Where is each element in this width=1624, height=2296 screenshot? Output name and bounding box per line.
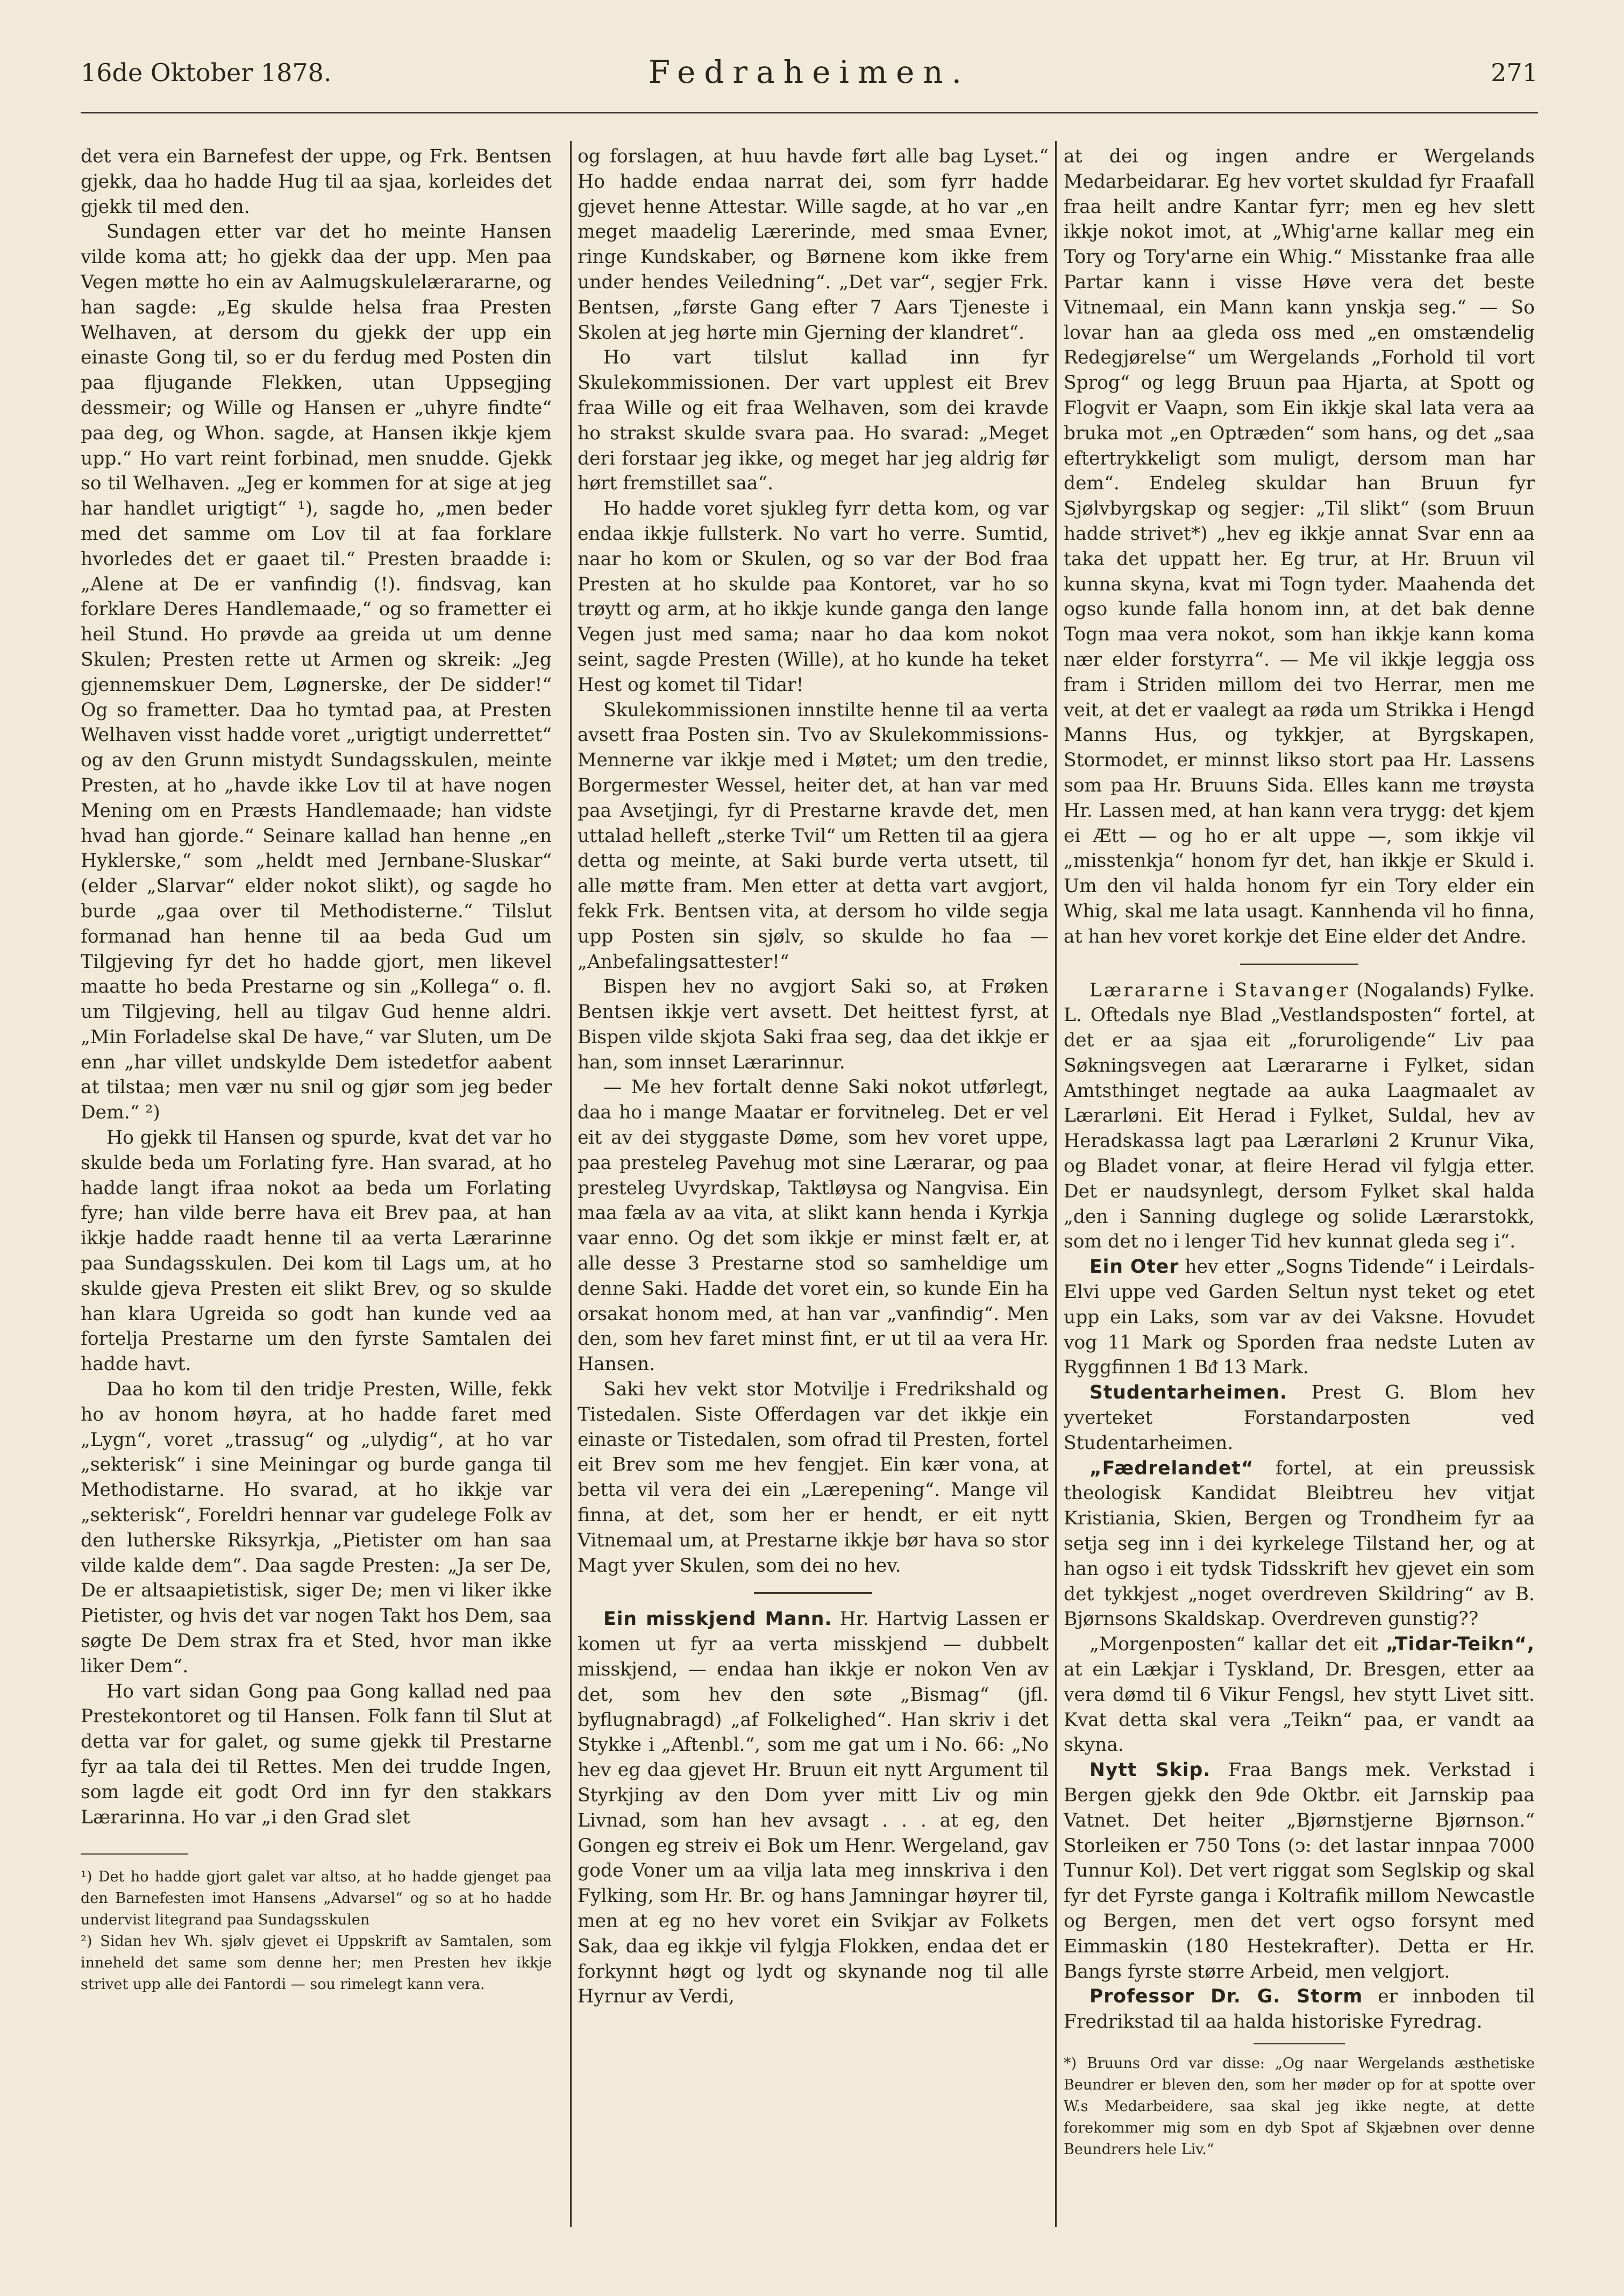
article-oter	[1064, 1254, 1535, 1380]
article-divider	[754, 1592, 872, 1594]
paragraph: — Me hev fortalt denne Saki nokot utførlegt, daa ho i mange Maatar er forvitneleg. Det er vel eit av dei styggaste Døme, som hev voret uppe, paa presteleg Pavehug mot sine Lærarar, og paa presteleg Uvyrdskap, Taktløysa og Nangvisa. Ein maa fæla av aa vita, at slikt kann henda i Kyrkja vaar enno. Og det som ikkje er minst fælt er, at alle desse 3 Prestarne stod so samheldige um denne Saki. Hadde det voret ein, so kunde Ein ha orsakat honom med, at han var „vanfindig“. Men den, som hev faret minst fint, er ut til aa vera Hr. Hansen.	[578, 1076, 1049, 1375]
column-rule-1	[570, 141, 572, 2227]
article-stavanger	[1064, 978, 1535, 1255]
paragraph: Saki hev vekt stor Motvilje i Fredrikshald og Tistedalen. Siste Offerdagen var det ikkje ein einaste or Tistedalen, som ofrad til Presten, fortel eit Brev som me hev fengjet. Ein kær vona, at betta vil vera dei ein „Lærepening“. Mange vil finna, at det, som her er hendt, er eit nytt Vitnemaal um, at Prestarne ikkje bør hava so stor Magt yver Skulen, som dei no hev.	[578, 1379, 1049, 1577]
column-rule-2	[1055, 141, 1057, 2227]
column-1	[81, 144, 552, 1995]
article-text: Fraa Bangs mek. Verkstad i Bergen gjekk den 9de Oktbr. eit Jarnskip paa Vatnet. Det heiter „Bjørnstjerne Bjørnson.“ Storleiken er 750 Tons (ↄ: det lastar innpaa 7000 Tunnur Kol). Det vert riggat som Seglskip og skal fyr det Fyrste ganga i Koltrafik millom Newcastle og Bergen, men det vert ogso forsynt med Eimmaskin (180 Hestekrafter). Detta er Hr. Bangs fyrste større Arbeid, men velgjort.	[1064, 1759, 1535, 1983]
article-lead: „Morgenposten“ kallar det eit	[1089, 1634, 1378, 1656]
column-2	[578, 144, 1049, 2009]
article-heading: Nytt Skip.	[1089, 1759, 1211, 1781]
issue-date: 16de Oktober 1878.	[81, 58, 332, 87]
footnotes	[81, 1866, 552, 1995]
paragraph: det vera ein Barnefest der uppe, og Frk. Bentsen gjekk, daa ho hadde Hug til aa sjaa, korleides det gjekk til med den.	[81, 146, 552, 218]
footnote-1: ¹) Det ho hadde gjort galet var altso, at ho hadde gjenget paa den Barnefesten imot Hansens „Advarsel“ og so at ho hadde undervist litegrand paa Sundagsskulen	[81, 1869, 552, 1929]
footnotes	[1064, 2053, 1535, 2160]
paragraph: Skulekommissionen innstilte henne til aa verta avsett fraa Posten sin. Tvo av Skulekommissions-Mennerne var ikkje med i Møtet; um den tredie, Borgermester Wessel, heiter det, at han var med paa Avsetjingi, fyr di Prestarne kravde det, men uttalad helleft „sterke Tvil“ um Retten til aa gjera detta og meinte, at Saki burde verta utsett, til alle møtte fram. Men etter at detta vart avgjort, fekk Frk. Bentsen vita, at dersom ho vilde segja upp Posten sin sjølv, so skulde ho faa — „Anbefalingsattester!“	[578, 699, 1049, 973]
page-number: 271	[1491, 58, 1538, 87]
paragraph: Bispen hev no avgjort Saki so, at Frøken Bentsen ikkje vert avsett. Det heittest fyrst, at Bispen vilde skjota Saki fraa seg, daa det ikkje er han, som innset Lærarinnur.	[578, 976, 1049, 1073]
footnote-rule	[81, 1853, 188, 1855]
article-divider	[1240, 964, 1358, 965]
article-tidar-teikn	[1064, 1632, 1535, 1758]
footnote-rule	[1253, 2043, 1345, 2044]
footnote-star: *) Bruuns Ord var disse: „Og naar Wergelands æsthetiske Beundrer er bleven den, som her møder op for at spotte over W.s Medarbeidere, saa skal jeg ikke negte, at dette forekommer mig som en dyb Spot af Skjæbnen over denne Beundrers hele Liv.“	[1064, 2055, 1535, 2158]
article-text: Hr. Hartvig Lassen er komen ut fyr aa verta misskjend — dubbelt misskjend, — endaa han ikkje er nokon Ven av det, som hev den søte „Bismag“ (jfl. byflugnabragd) „af Folkelighed“. Han skriv i det Stykke i „Aftenbl.“, som me gat um i No. 66: „No hev eg daa gjevet Hr. Bruun eit nytt Argument til Styrkjing av den Dom yver mitt Liv og min Livnad, som han hev avsagt . . . at eg, den Gongen eg streiv ei Bok um Henr. Wergeland, gav gode Voner um aa vilja lata meg innskriva i den Fylking, som Hr. Br. og hans Jamningar høyrer til, men at eg no hev voret ein Svikjar av Folkets Sak, daa eg ikkje vil fylgja Flokken, endaa det er forkynnt høgt og lydt og skynande nog til alle Hyrnur av Verdi,	[578, 1608, 1049, 2008]
article-faedrelandet	[1064, 1456, 1535, 1632]
article-heading: Ein misskjend Mann.	[603, 1608, 832, 1630]
paragraph: Ho hadde voret sjukleg fyrr detta kom, og var endaa ikkje fullsterk. No vart ho verre. Sumtid, naar ho kom or Skulen, og so var der Bod fraa Presten at ho skulde paa Kontoret, var ho so trøytt og arm, at ho ikkje kunde ganga den lange Vegen just med sama; naar ho daa kom nokot seint, sagde Presten (Wille), at ho kunde ha teket Hest og komet til Tidar!	[578, 498, 1049, 696]
article-nytt-skip	[1064, 1758, 1535, 1984]
header-rule	[81, 112, 1538, 113]
paragraph: Ho vart tilslut kallad inn fyr Skulekommissionen. Der vart upplest eit Brev fraa Wille og eit fraa Welhaven, som dei kravde ho strakst skulde svara paa. Ho svarad: „Meget deri forstaar jeg ikke, og meget har jeg aldrig før hørt fremstillet saa“.	[578, 347, 1049, 495]
article-text: hev etter „Sogns Tidende“ i Leirdals-Elvi uppe ved Garden Seltun nyst teket og etet upp ein Laks, som var av dei Vaksne. Hovudet vog 11 Mark og Sporden fraa nedste Luten av Ryggfinnen 1 Bᵭ 13 Mark.	[1064, 1256, 1535, 1379]
article-heading: Lærararne i Stavanger	[1089, 979, 1351, 1001]
article-storm	[1064, 1984, 1535, 2035]
footnote-2: ²) Sidan hev Wh. sjølv gjevet ei Uppskrift av Samtalen, som inneheld det same som denne her; men Presten hev ikkje strivet upp alle dei Fantordi — sou rimelegt kann vera.	[81, 1933, 552, 1993]
paragraph: Daa ho kom til den tridje Presten, Wille, fekk ho av honom høyra, at ho hadde faret med „Lygn“, voret „trassug“ og „ulydig“, at ho var „sekterisk“ i sine Meiningar og burde ganga til Methodistarne. Ho svarad, at ho ikkje var „sekterisk“, Foreldri hennar var gudelege Folk av den lutherske Riksyrkja, „Pietister om han saa vilde kalde dem“. Daa sagde Presten: „Ja ser De, De er altsaapietistisk, siger De; men vi liker ikke Pietister, og hvis det var nogen Takt hos Dem, saa søgte De Dem strax fra et Sted, hvor man ikke liker Dem“.	[81, 1379, 552, 1677]
paragraph: Ho gjekk til Hansen og spurde, kvat det var ho skulde beda um Forlating fyre. Han svarad, at ho hadde langt ifraa nokot aa beda um Forlating fyre; han vilde berre hava eit Brev paa, at han ikkje hadde raadt henne til aa verta Lærarinne paa Sundagsskulen. Dei kom til Lags um, at ho skulde gjeva Presten eit slikt Brev, og so skulde han klara Ugreida so godt han kunde ved aa fortelja Prestarne um den fyrste Samtalen dei hadde havt.	[81, 1127, 552, 1375]
newspaper-title: Fedraheimen.	[648, 54, 971, 90]
paragraph: Ho vart sidan Gong paa Gong kallad ned paa Prestekontoret og til Hansen. Folk fann til Slut at detta var for galet, og sume gjekk til Prestarne fyr aa tala dei til Rettes. Men dei trudde Ingen, som lagde eit godt Ord inn fyr den stakkars Lærarinna. Ho var „i den Grad slet	[81, 1680, 552, 1828]
article-text: (Nogalands) Fylke. L. Oftedals nye Blad „Vestlandsposten“ fortel, at det er aa sjaa eit „foruroligende“ Liv paa Søkningsvegen aat Lærararne i Fylket, sidan Amtsthinget negtade aa auka Laagmaalet av Lærarløni. Eit Herad i Fylket, Suldal, hev av Heradskassa lagt paa Lærarløni 2 Krunur Vika, og Bladet vonar, at fleire Herad vil fylgja etter. Det er naudsynlegt, dersom Fylket skal halda „den i Sanning duglege og solide Lærarstokk, som det no i lenger Tid hev kunnat gleda seg i“.	[1064, 979, 1535, 1253]
column-3	[1064, 144, 1535, 2160]
article-text: fortel, at ein preussisk theologisk Kandidat Bleibtreu hev vitjat Kristiania, Skien, Bergen og Trondheim fyr aa setja seg inn i dei kyrkelege Tilstand her, og at han ogso i eit tydsk Tidsskrift hev gjevet ein som det tykkjest „noget overdreven Skildring“ av B. Bjørnsons Skaldskap. Overdreven gunstig??	[1064, 1457, 1535, 1630]
article-text: Prest G. Blom hev yverteket Forstandarposten ved Studentarheimen.	[1064, 1382, 1535, 1454]
article-text: er innboden til Fredrikstad til aa halda historiske Fyredrag.	[1064, 1986, 1535, 2033]
article-heading: Studentarheimen.	[1089, 1382, 1288, 1404]
paragraph: og forslagen, at huu havde ført alle bag Lyset.“ Ho hadde endaa narrat dei, som fyrr hadde gjevet henne Attestar. Wille sagde, at ho var „en meget maadelig Lærerinde, med smaa Evner, ringe Kundskaber, og Børnene kom ikke frem under hendes Veiledning“. „Det var“, segjer Frk. Bentsen, „første Gang efter 7 Aars Tjeneste i Skolen at jeg hørte min Gjerning der klandret“.	[578, 146, 1049, 344]
article-misskjend-mann	[578, 1607, 1049, 2009]
article-text: at ein Lækjar i Tyskland, Dr. Bresgen, etter aa vera dømd til 6 Vikur Fengsl, hev stytt Livet sitt. Kvat detta skal vera „Teikn“ paa, er vandt aa skyna.	[1064, 1659, 1535, 1756]
page-header	[81, 54, 1538, 106]
article-studentarheimen	[1064, 1380, 1535, 1456]
article-heading: „Tidar-Teikn“,	[1386, 1634, 1535, 1656]
article-heading: Ein Oter	[1089, 1256, 1179, 1278]
article-heading: Professor Dr. G. Storm	[1089, 1986, 1363, 2008]
paragraph: Sundagen etter var det ho meinte Hansen vilde koma att; ho gjekk daa der upp. Men paa Vegen møtte ho ein av Aalmugskulelærararne, og han sagde: „Eg skulde helsa fraa Presten Welhaven, at dersom du gjekk der upp ein einaste Gong til, so er du ferdug med Posten din paa fljugande Flekken, utan Uppsegjing dessmeir; og Wille og Hansen er „uhyre findte“ paa deg, og Whon. sagde, at Hansen ikkje kjem upp.“ Ho vart reint forbinad, men snudde. Gjekk so til Welhaven. „Jeg er kommen for at sige at jeg har handlet urigtigt“ ¹), sagde ho, „men beder med det samme om Lov til at faa forklare hvorledes det er gaaet til.“ Presten braadde i: „Alene at De er vanfindig (!). findsvag, kan forklare Deres Handlemaade,“ og so frametter ei heil Stund. Ho prøvde aa greida ut um denne Skulen; Presten rette ut Armen og skreik: „Jeg gjennemskuer Dem, Løgnerske, der De sidder!“ Og so frametter. Daa ho tymtad paa, at Presten Welhaven visst hadde voret „urigtigt underrettet“ og av den Grunn mistydt Sundagsskulen, meinte Presten, at ho „havde ikke Lov til at have nogen Mening om en Præsts Handlemaade; han vidste hvad han gjorde.“ Seinare kallad han henne „en Hyklerske,“ som „heldt med Jernbane-Sluskar“ (elder „Slarvar“ elder nokot slikt), og sagde ho burde „gaa over til Methodisterne.“ Tilslut formanad han henne til aa beda Gud um Tilgjeving fyr det ho hadde gjort, men likevel maatte ho beda Prestarne og sin „Kollega“ o. fl. um Tilgjeving, hell au tilgav Gud henne aldri. „Min Forladelse skal De have,“ var Sluten, um De enn „har villet undskylde Dem istedetfor aabent at tilstaa; men vær nu snil og gjør som jeg beder Dem.“ ²)	[81, 221, 552, 1124]
paragraph: at dei og ingen andre er Wergelands Medarbeidarar. Eg hev vortet skuldad fyr Fraafall fraa heilt andre Kantar fyrr; men eg hev slett ikkje nokot imot, at „Whig'arne kallar meg ein Tory og Tory'arne ein Whig.“ Misstanke fraa alle Partar kann i visse Høve vera det beste Vitnemaal, ein Mann kann ynskja seg.“ — So lovar han aa gleda oss med „en omstændelig Redegjørelse“ um Wergelands „Forhold til vort Sprog“ og legg Bruun paa Hjarta, at Spott og Flogvit er Vaapn, som Ein ikkje skal lata vera aa bruka mot „en Optræden“ som hans, og det „saa eftertrykkeligt som muligt, dersom man har dem“. Endeleg skuldar han Bruun fyr Sjølvbyrgskap og segjer: „Til slikt“ (som Bruun hadde strivet*) „hev eg ikkje annat Svar enn aa taka det uppatt her. Eg trur, at Hr. Bruun vil kunna skyna, kvat mi Togn tyder. Maahenda det ogso kunde falla honom inn, at det bak denne Togn maa vera nokot, som han ikkje kann koma nær elder forstyrra“. — Me vil ikkje leggja oss fram i Striden millom dei tvo Herrar, men me veit, at det er vaalegt aa røda um Strikka i Hengd Manns Hus, og tykkjer, at Byrgskapen, Stormodet, er minnst likso stort paa Hr. Lassens som paa Hr. Bruuns Sida. Elles kann me trøysta Hr. Lassen med, at han kann vera trygg: det kjem ei Ætt — og ho er alt uppe —, som ikkje vil „misstenkja“ honom fyr det, han ikkje er Skuld i. Um den vil halda honom fyr ein Tory elder ein Whig, skal me lata usagt. Kannhenda vil ho finna, at han hev voret korkje det Eine elder det Andre.	[1064, 146, 1535, 947]
article-heading: „Fædrelandet“	[1089, 1457, 1254, 1479]
